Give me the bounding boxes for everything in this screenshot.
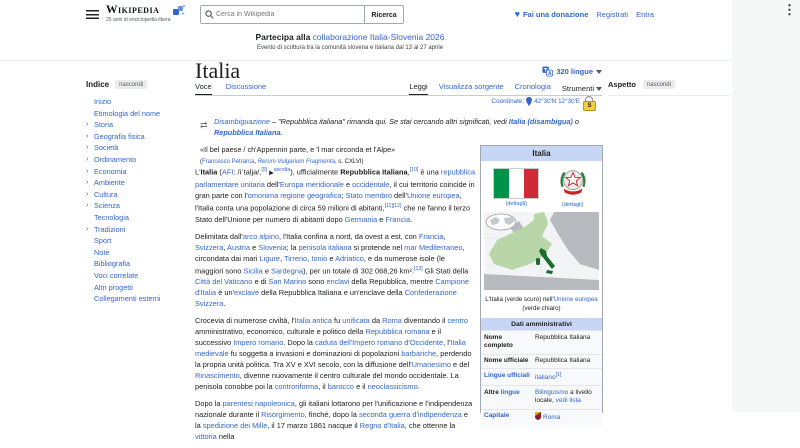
reference-link[interactable]: [9] [261, 167, 268, 173]
text-segment: , gli italiani lottarono per l'unificazione e l'indipendenza nazionale durante il [195, 399, 473, 420]
sidebar-item-label: Ambiente [94, 178, 125, 188]
inline-link[interactable]: Unione europea [553, 296, 598, 303]
inline-link[interactable]: Umanesimo [411, 360, 451, 370]
inline-link[interactable]: parentesi napoleonica [222, 399, 295, 409]
inline-link[interactable]: vedi lista [555, 397, 581, 405]
infobox-row-value [532, 412, 599, 424]
text-segment: da [369, 316, 383, 326]
inline-link[interactable]: Francesco Petrarca [202, 159, 255, 165]
tab-voce[interactable]: Voce [195, 82, 212, 95]
inline-link[interactable]: seconda guerra d'indipendenza [358, 410, 462, 420]
text-segment: . [410, 214, 413, 224]
sidebar-item-label: Cultura [94, 189, 118, 199]
inline-link[interactable]: Unione europea [406, 191, 460, 201]
roma-shield-icon [535, 412, 541, 424]
wikipedia-logo[interactable] [106, 4, 171, 23]
disambiguation-note [200, 117, 598, 138]
sidebar-item[interactable] [86, 168, 191, 175]
text-segment: ▶ [269, 170, 274, 177]
svg-text:A: A [548, 71, 553, 78]
infobox-row [481, 330, 602, 354]
chevron-right-icon[interactable]: › [86, 202, 89, 210]
inline-link[interactable]: Francia [418, 231, 444, 241]
inline-link[interactable]: spedizione dei Mille [202, 421, 268, 431]
donate-link[interactable] [515, 10, 589, 19]
inline-link[interactable]: Lingue ufficiali [484, 371, 530, 379]
text-segment: , [223, 242, 228, 252]
infobox-row [481, 385, 602, 409]
text-segment: e la [195, 410, 469, 431]
search-input[interactable] [214, 10, 338, 19]
inline-link[interactable]: Roma [543, 414, 561, 422]
inline-link[interactable]: Bilinguismo [535, 388, 569, 396]
text-segment: sono [306, 277, 327, 287]
inline-link[interactable]: Risorgimento [261, 410, 305, 420]
text-segment: che ne fanno il terzo Stato dell'Unione per numero di abitanti dopo [195, 203, 471, 224]
chevron-right-icon[interactable]: › [86, 179, 89, 187]
inline-link[interactable]: Rerum Vulgarium Fragmenta [257, 159, 335, 165]
text-segment: , che ottenne la [404, 421, 456, 431]
search-button[interactable]: Ricerca [365, 5, 404, 24]
lock-body: S [583, 101, 596, 111]
appearance-title: Aspetto [608, 80, 636, 89]
text-segment: Italia [200, 167, 218, 177]
page-side-gutter [732, 0, 800, 412]
inline-link[interactable]: Austria [227, 242, 251, 252]
inline-link[interactable]: Capitale [484, 412, 510, 420]
sidebar-item[interactable] [86, 284, 191, 291]
inline-link[interactable]: Città del Vaticano [195, 277, 253, 287]
view-leggi[interactable]: Leggi [409, 82, 427, 95]
text-segment: , [254, 159, 258, 165]
reference-link[interactable]: ascolta [273, 167, 291, 173]
sidebar-item-label: Collegamenti esterni [94, 294, 161, 304]
sidebar-item[interactable] [86, 249, 191, 256]
sidebar-item-label: Voci correlate [94, 270, 139, 280]
sidebar-item-label: Ordinamento [94, 154, 137, 164]
map-caption [481, 292, 602, 318]
sidebar-item[interactable] [86, 260, 191, 267]
text-segment: L'Italia (verde scuro) nell' [485, 296, 554, 303]
top-header [0, 0, 732, 30]
chevron-right-icon[interactable]: › [86, 167, 89, 175]
chevron-down-icon [596, 87, 602, 91]
text-segment: Dopo la [195, 399, 223, 409]
chevron-right-icon[interactable]: › [86, 190, 89, 198]
sidebar-item-label: Sport [94, 236, 112, 246]
appearance-hide-button[interactable]: nascondi [643, 80, 675, 89]
inline-link[interactable]: arco alpino [242, 231, 279, 241]
inline-link[interactable]: vittoria [195, 432, 217, 442]
article-body [195, 165, 475, 448]
inline-link[interactable]: collaborazione Italia-Slovenia 2026 [312, 32, 445, 42]
text-segment: . [417, 382, 420, 392]
inline-link[interactable]: Repubblica Italiana [214, 127, 281, 137]
text-segment: e [377, 214, 386, 224]
emblem-details-link[interactable]: (dettagli) [562, 202, 584, 208]
chevron-right-icon[interactable]: › [86, 132, 89, 140]
infobox-row-label [484, 389, 532, 407]
text-segment: , il 17 marzo 1861 nacque il [267, 421, 360, 431]
inline-link[interactable]: Disambiguazione [214, 117, 270, 126]
text-segment: fu [331, 316, 343, 326]
puzzle-globe-icon [172, 4, 186, 18]
inline-link[interactable]: Campione d'Italia [195, 277, 469, 298]
text-segment: a livello locale, [535, 388, 592, 405]
inline-link[interactable]: mar Mediterraneo [404, 242, 463, 252]
text-segment: (verde chiaro) [522, 305, 561, 312]
sidebar-item-label: Storia [94, 120, 114, 130]
inline-link[interactable]: Italia (disambigua) [508, 117, 573, 126]
inline-link[interactable]: Slovenia [258, 242, 287, 252]
inline-link[interactable]: omonima regione geografica [247, 191, 342, 201]
inline-link[interactable]: Europa meridionale [279, 180, 344, 190]
toc-hide-button[interactable]: nascondi [115, 80, 147, 89]
text-segment: Nome ufficiale [484, 357, 529, 365]
text-segment: e [327, 253, 336, 263]
text-segment: , [280, 253, 285, 263]
sidebar-item[interactable] [86, 156, 191, 163]
text-segment: , l'Italia conta una popolazione di circa 59 milioni di abitanti, [195, 191, 462, 213]
sidebar-item[interactable] [86, 133, 191, 140]
infobox-row-value [532, 389, 599, 407]
text-segment: diventando il [401, 316, 448, 326]
text-segment: e [250, 242, 259, 252]
inline-link[interactable]: Adriatico [335, 253, 364, 263]
italy-flag-image[interactable] [493, 168, 539, 199]
text-segment: e il successivo [195, 327, 442, 348]
inline-link[interactable]: Roma [382, 316, 402, 326]
inline-link[interactable]: Germania [344, 214, 378, 224]
inline-link[interactable]: lingue [500, 388, 520, 396]
coordinates-line [195, 97, 580, 106]
search-icon [205, 10, 214, 19]
heart-icon: ♥ [514, 9, 520, 19]
text-segment: Altre [484, 388, 501, 396]
logo-tagline: 25 anni di enciclopedia libera [106, 17, 171, 23]
language-icon [542, 66, 553, 77]
text-segment: . Dopo la [283, 338, 315, 348]
donate-label: Fai una donazione [522, 10, 589, 19]
sidebar-item[interactable] [86, 295, 191, 302]
inline-link[interactable]: Sardegna [271, 266, 304, 276]
chevron-right-icon[interactable]: › [86, 155, 89, 163]
inline-link[interactable]: penisola italiana [298, 242, 352, 252]
text-segment: , l' [443, 338, 451, 348]
appearance-panel [608, 80, 730, 96]
text-segment: nella [216, 432, 235, 442]
text-segment: , il cui territorio coincide in gran parte con l' [195, 180, 475, 201]
text-segment: e [262, 266, 272, 276]
inline-link[interactable]: neoclassicismo [367, 382, 418, 392]
infobox-row-value [532, 357, 599, 366]
sidebar-item[interactable] [86, 202, 191, 209]
campaign-banner[interactable] [80, 32, 620, 51]
sidebar-item-label: Etimologia del nome [94, 108, 161, 118]
inline-link[interactable]: Rinascimento [195, 371, 240, 381]
text-segment: ( [200, 159, 202, 165]
infobox-row-label [484, 412, 532, 424]
inline-link[interactable]: barocco [327, 382, 355, 392]
inline-link[interactable]: Italia medievale [195, 338, 466, 359]
sidebar-item[interactable] [86, 110, 191, 117]
inline-link[interactable]: centro [447, 316, 468, 326]
inline-link[interactable]: Confederazione Svizzera [195, 288, 457, 309]
text-segment: , perdendo la propria unità politica. Tra XV e XVI secolo, con la diffusione dell' [195, 349, 472, 370]
chevron-down-icon [596, 70, 602, 74]
text-segment: e il [354, 382, 368, 392]
tab-discussione[interactable]: Discussione [225, 82, 267, 91]
inline-link[interactable]: enclavi [326, 277, 350, 287]
inline-link[interactable]: Ligure [259, 253, 281, 263]
toc-title: Indice [86, 80, 110, 89]
sidebar-item-label: Società [94, 143, 119, 153]
article-paragraph [195, 398, 475, 442]
inline-link[interactable]: caduta dell'Impero romano d'Occidente [314, 338, 444, 348]
inline-link[interactable]: Repubblica romana [365, 327, 430, 337]
chevron-right-icon[interactable]: › [86, 144, 89, 152]
text-segment: , l'Italia confina a nord, da ovest a est, con [278, 231, 419, 241]
search-bar [200, 5, 404, 24]
text-segment: ), ufficialmente [290, 167, 341, 177]
chevron-right-icon[interactable]: › [86, 225, 89, 233]
quote-text: «Il bel paese / ch'Appennin parte, e 'l mar circonda et l'Alpe» [200, 145, 396, 154]
flag-details-link[interactable]: (dettagli) [505, 200, 527, 207]
coordinates-link[interactable] [492, 97, 580, 106]
header-user-links [515, 10, 654, 19]
text-segment: : /iˈtalja/, [233, 167, 262, 177]
text-segment: fu soggetta a invasioni e dominazioni di popolazioni [228, 349, 402, 359]
infobox-italia [480, 145, 603, 422]
text-segment: è una [418, 167, 441, 177]
text-segment: , [407, 167, 410, 177]
text-segment: della Repubblica, mentre [349, 277, 436, 287]
logo-title: Wikipedia [106, 4, 160, 16]
inline-link[interactable]: controriforma [274, 382, 319, 392]
infobox-row-label [484, 334, 532, 352]
inline-link[interactable]: Ionio [311, 253, 328, 263]
text-segment: ; [341, 191, 346, 201]
sidebar-item-label: Altri progetti [94, 282, 133, 292]
text-segment: Repubblica Italiana [535, 357, 591, 365]
inline-link[interactable]: Regno d'Italia [359, 421, 405, 431]
text-segment: , finché, dopo la [304, 410, 359, 420]
banner-divider [0, 60, 732, 61]
infobox-row [481, 368, 602, 385]
text-segment: è un' [216, 288, 234, 298]
inline-link[interactable]: repubblica parlamentare unitaria [195, 167, 476, 190]
text-segment: o [572, 117, 579, 126]
view-cronologia[interactable]: Cronologia [514, 82, 551, 91]
sidebar-item[interactable] [86, 272, 191, 279]
inline-link[interactable]: Stato membro [345, 191, 392, 201]
sidebar-item-label: Tradizioni [94, 224, 126, 234]
banner-headline [80, 32, 620, 42]
sidebar-item[interactable] [86, 121, 191, 128]
sidebar-item[interactable] [86, 98, 191, 105]
inline-link[interactable]: exclave [234, 288, 260, 298]
reference-link[interactable]: [10] [409, 167, 419, 173]
page-title: Italia [195, 58, 241, 83]
article-paragraph [195, 165, 475, 225]
sidebar-item-label: Note [94, 247, 110, 257]
infobox-row-value [532, 372, 599, 383]
article-paragraph [195, 315, 475, 392]
text-segment: L' [195, 167, 201, 177]
infobox-row [481, 409, 602, 427]
inline-link[interactable]: Impero romano [233, 338, 284, 348]
text-segment: , s. CXLVI) [334, 159, 364, 165]
languages-button[interactable] [0, 66, 602, 79]
infobox-row-label [484, 372, 532, 383]
text-segment: ; la [286, 242, 299, 252]
infobox-rows [481, 330, 602, 427]
text-segment: , e da numerose isole (le maggiori sono [195, 253, 445, 276]
text-segment: Repubblica Italiana [340, 167, 408, 177]
text-segment: e del [451, 360, 470, 370]
sidebar-item-label: Bibliografia [94, 259, 131, 269]
sidebar-item[interactable] [86, 214, 191, 221]
search-input-box[interactable] [200, 5, 365, 24]
text-segment: Partecipa alla [255, 32, 313, 42]
infobox-row-value [532, 334, 599, 352]
text-segment: , il [318, 382, 328, 392]
strumenti-label: Strumenti [561, 84, 594, 93]
inline-link[interactable]: Sicilia [243, 266, 263, 276]
text-segment: , divenne nuovamente il centro culturale del mondo occidentale. La penisola conobbe poi la [195, 371, 459, 392]
sidebar-item[interactable] [86, 237, 191, 244]
sidebar-list [86, 98, 191, 303]
inline-link[interactable]: barbariche [401, 349, 437, 359]
view-visualizza-sorgente[interactable]: Visualizza sorgente [438, 82, 504, 91]
italy-emblem-image[interactable] [556, 166, 590, 198]
sidebar-item-label: Economia [94, 166, 127, 176]
text-segment: Crocevia di numerose civiltà, l' [195, 316, 295, 326]
text-segment: ( [217, 167, 222, 177]
table-of-contents [86, 80, 191, 307]
text-segment: e di [252, 277, 269, 287]
sidebar-item-label: Geografia fisica [94, 131, 145, 141]
sidebar-item-label: Inizio [94, 97, 112, 106]
kebab-menu-icon[interactable]: ⋮ [783, 2, 796, 17]
register-link[interactable]: Registrati [596, 10, 629, 19]
reference-link[interactable]: [11][12] [384, 203, 402, 210]
inline-link[interactable]: Italia antica [294, 316, 332, 326]
disambiguation-icon: ⇄ [200, 120, 208, 130]
strumenti-menu[interactable] [562, 82, 602, 95]
text-segment: amministrativo, economico, culturale e politico della [195, 327, 366, 337]
text-segment: e [343, 180, 353, 190]
sidebar-item[interactable] [86, 144, 191, 151]
text-segment: ), per un totale di 302 068,26 km². [303, 266, 415, 276]
article-paragraph [195, 231, 475, 309]
inline-link[interactable]: AFI [221, 167, 234, 177]
chevron-right-icon[interactable]: › [86, 121, 89, 129]
text-segment: . [223, 299, 226, 309]
inline-link[interactable]: occidentale [352, 180, 390, 190]
text-segment: si protende nel [351, 242, 405, 252]
inline-link[interactable]: Svizzera [195, 242, 224, 252]
reference-link[interactable]: [13] [414, 265, 423, 272]
text-segment: – "Repubblica italiana" rimanda qui. Se stai cercando altri significati, vedi [269, 117, 509, 126]
text-segment: , [307, 253, 312, 263]
reference-link[interactable]: [1] [555, 371, 562, 378]
inline-link[interactable]: Tirreno [284, 253, 308, 263]
inline-link[interactable]: italiano [535, 373, 556, 381]
epigraph-quote [200, 145, 475, 167]
text-segment: Nome completo [484, 333, 513, 350]
banner-subtext: Evento di scrittura tra la comunità slovena e italiana dal 13 al 27 aprile [256, 45, 444, 51]
text-segment: . [280, 127, 283, 137]
text-segment: , circondata dai mari [195, 242, 465, 263]
inline-link[interactable]: Francia [385, 214, 411, 224]
text-segment: dell' [264, 180, 280, 190]
sidebar-item[interactable] [86, 191, 191, 198]
text-segment: della Repubblica Italiana e un'enclave della [259, 288, 405, 298]
map-pin-icon [526, 97, 532, 106]
sidebar-item[interactable] [86, 226, 191, 233]
text-segment: , [443, 231, 446, 241]
location-map[interactable] [481, 210, 602, 292]
sidebar-item-label: Tecnologia [94, 212, 129, 222]
text-segment: Repubblica Italiana [535, 333, 591, 341]
text-segment: dell' [391, 191, 407, 201]
infobox-row [481, 354, 602, 369]
coordinates-value: 42°30′N 12°30′E [534, 98, 580, 105]
semi-protection-lock-icon[interactable] [582, 96, 595, 110]
sidebar-item[interactable] [86, 179, 191, 186]
hamburger-menu-icon[interactable] [86, 10, 99, 19]
languages-label: 320 lingue [556, 67, 593, 76]
login-link[interactable]: Entra [636, 10, 654, 19]
sidebar-item-label: Scienza [94, 201, 120, 211]
infobox-section-header: Dati amministrativi [481, 318, 602, 330]
inline-link[interactable]: San Marino [268, 277, 307, 287]
disambiguation-text [214, 117, 598, 138]
inline-link[interactable]: unificata [342, 316, 370, 326]
text-segment: Gli Stati della [422, 266, 469, 276]
text-segment: Delimitata dall' [195, 231, 243, 241]
infobox-row-label [484, 357, 532, 366]
infobox-title: Italia [481, 146, 602, 161]
article-tabbar [195, 82, 602, 96]
coordinates-label: Coordinate: [491, 98, 525, 105]
